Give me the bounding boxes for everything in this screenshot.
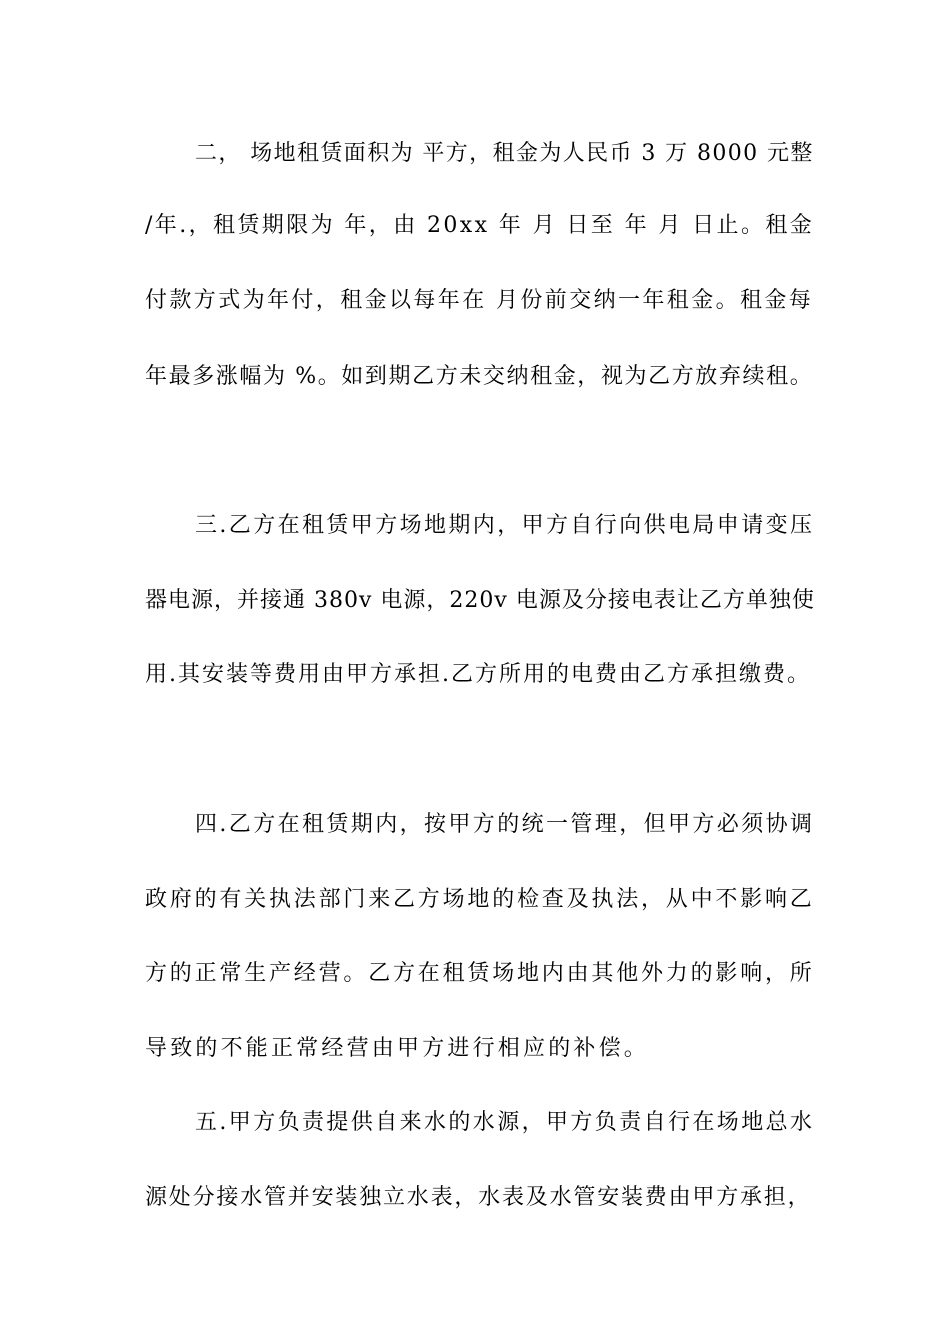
clause-5-line-1: 五.甲方负责提供自来水的水源，甲方负责自行在场地总水 xyxy=(195,1110,815,1135)
clause-2-line-3: 付款方式为年付，租金以每年在 月份前交纳一年租金。租金每 xyxy=(145,288,814,313)
clause-4-line-4: 导致的不能正常经营由甲方进行相应的补偿。 xyxy=(145,1036,650,1061)
clause-4-line-2: 政府的有关执法部门来乙方场地的检查及执法，从中不影响乙 xyxy=(145,887,815,912)
clause-3-line-3: 用.其安装等费用由甲方承担.乙方所用的电费由乙方承担缴费。 xyxy=(145,662,811,687)
clause-2-line-1: 二， 场地租赁面积为 平方，租金为人民币 3 万 8000 元整 xyxy=(195,141,814,166)
clause-2-line-2: /年.，租赁期限为 年，由 20xx 年 月 日至 年 月 日止。租金 xyxy=(145,213,815,238)
clause-4-line-1: 四.乙方在租赁期内，按甲方的统一管理，但甲方必须协调 xyxy=(195,812,815,837)
clause-3-line-1: 三.乙方在租赁甲方场地期内，甲方自行向供电局申请变压 xyxy=(195,513,815,538)
clause-3-line-2: 器电源，并接通 380v 电源，220v 电源及分接电表让乙方单独使 xyxy=(145,588,815,613)
clause-4-line-3: 方的正常生产经营。乙方在租赁场地内由其他外力的影响，所 xyxy=(145,961,815,986)
clause-5-line-2: 源处分接水管并安装独立水表，水表及水管安装费由甲方承担， xyxy=(145,1185,812,1210)
clause-2-line-4: 年最多涨幅为 %。如到期乙方未交纳租金，视为乙方放弃续租。 xyxy=(145,364,814,389)
